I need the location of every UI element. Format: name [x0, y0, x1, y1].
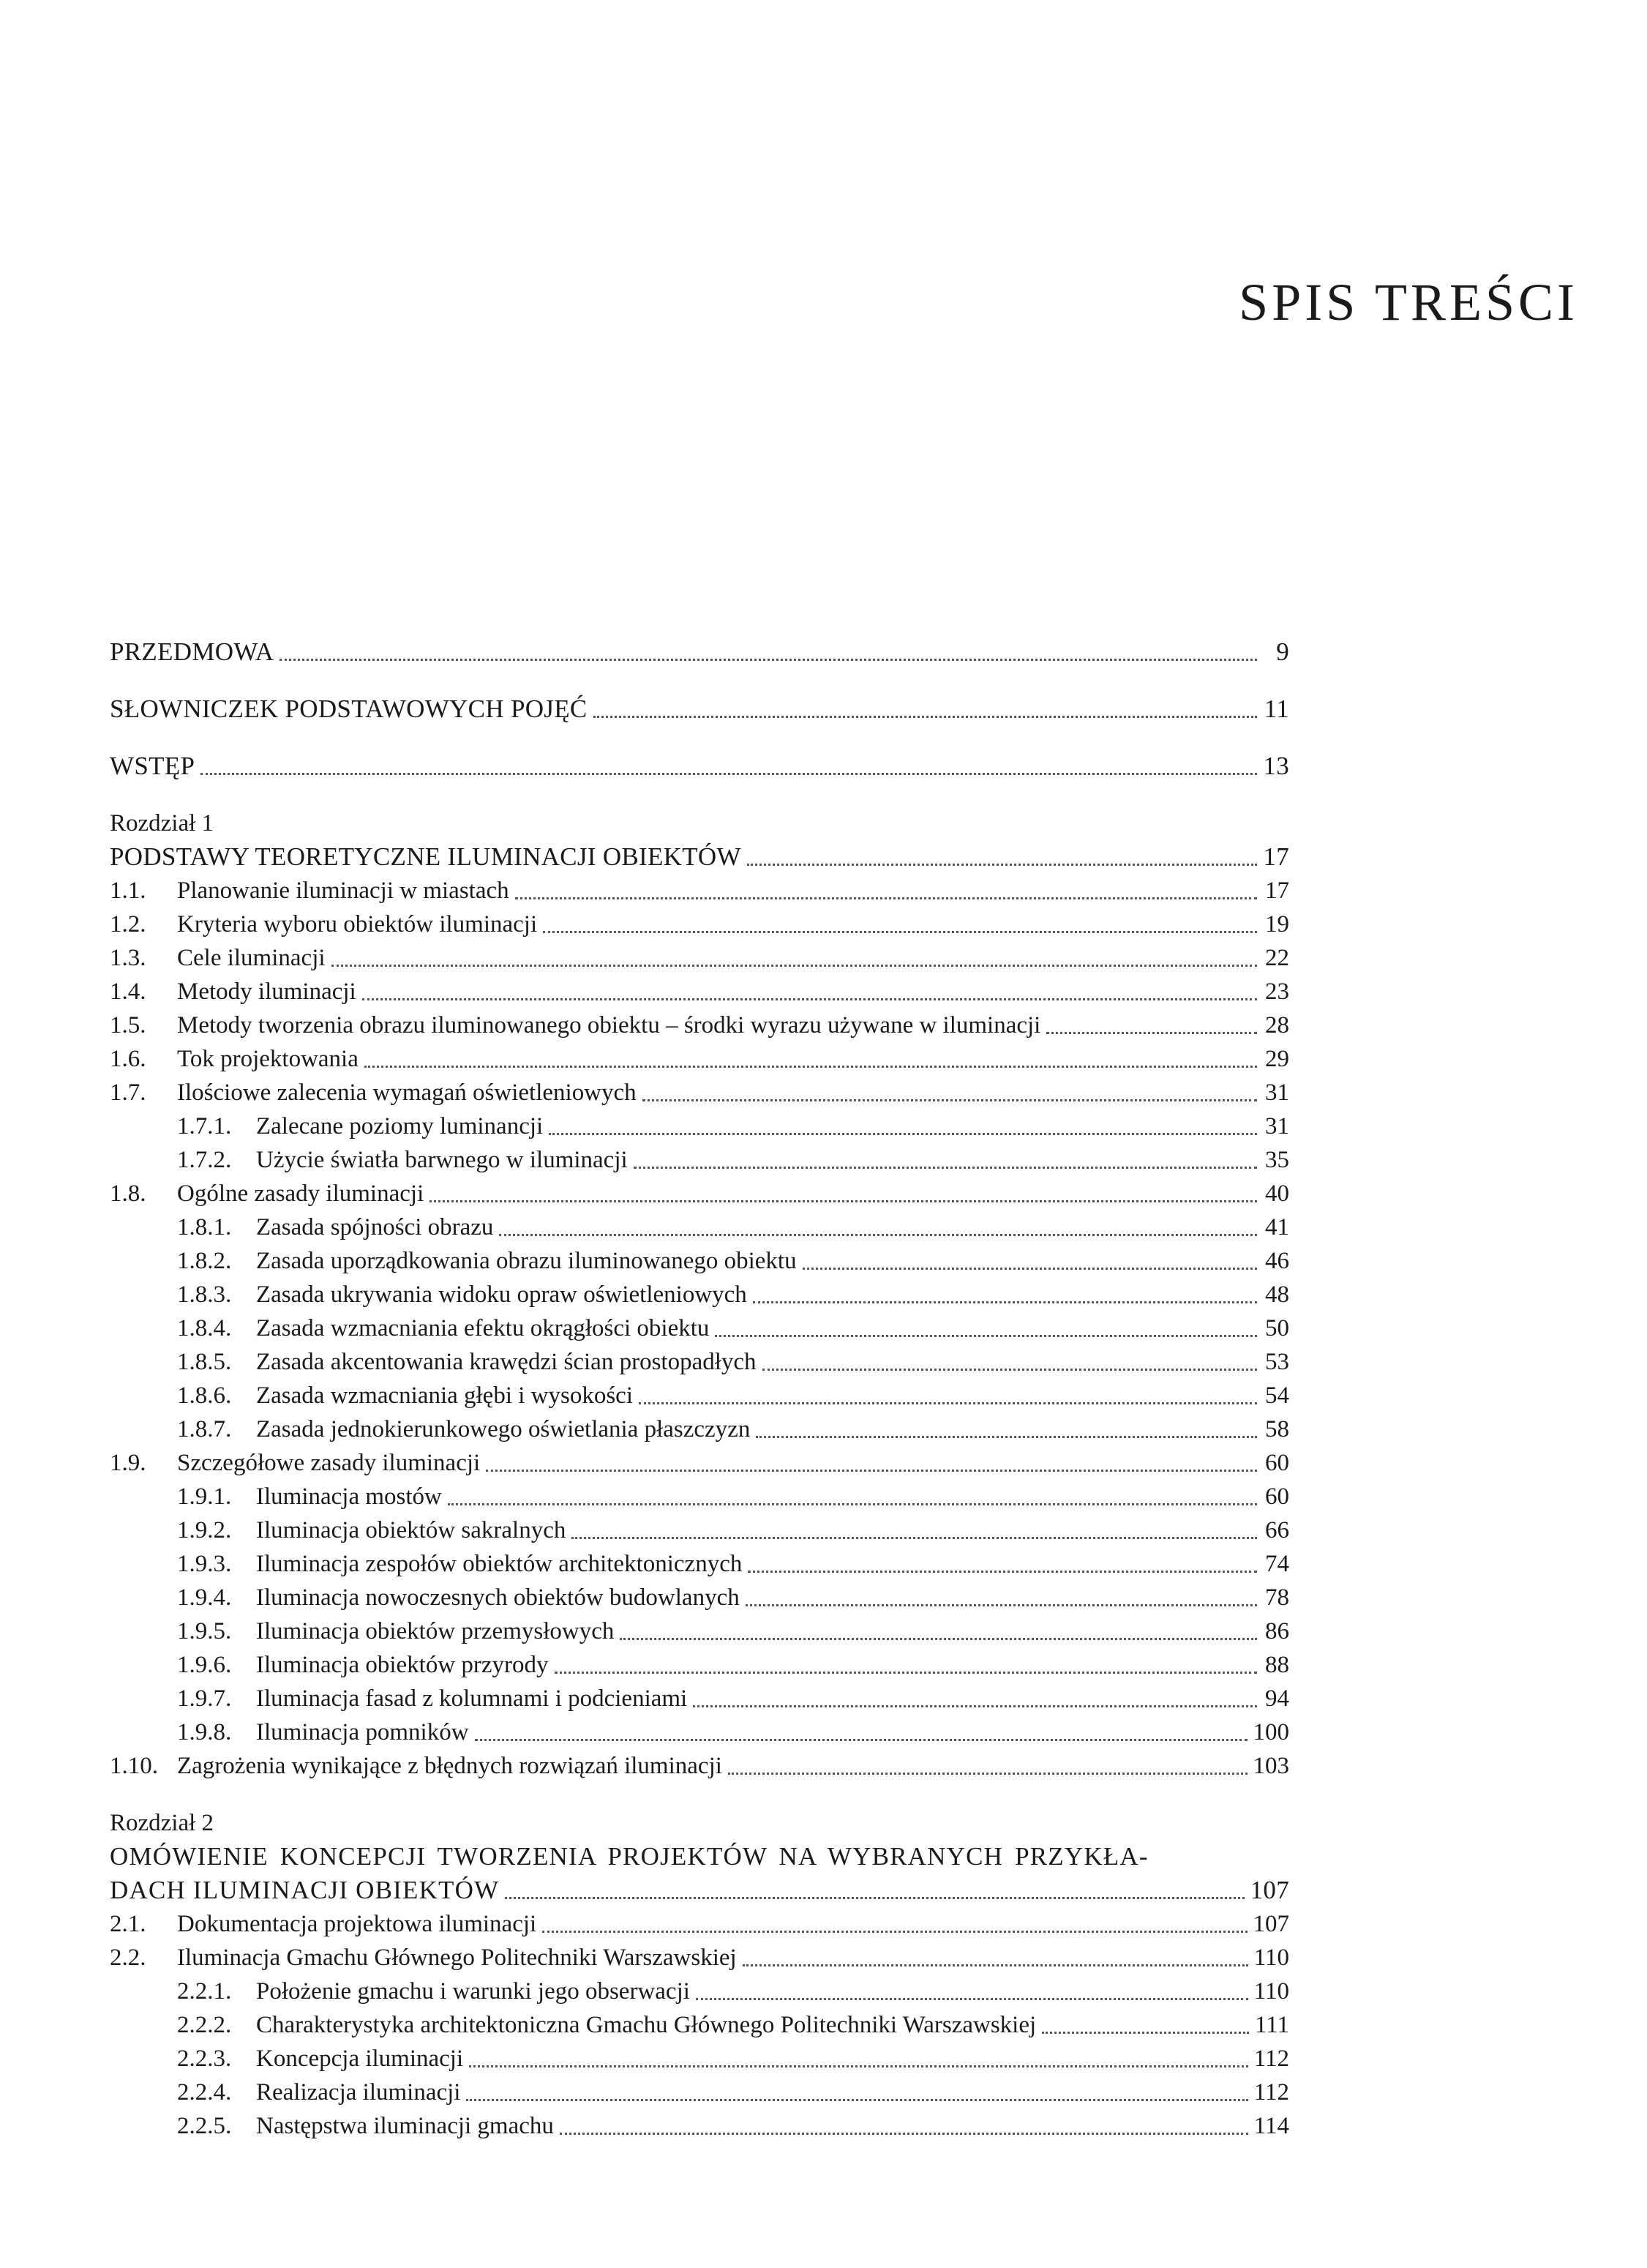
toc-subsection-entry[interactable] — [110, 1715, 1289, 1749]
dot-leader — [593, 707, 1257, 718]
page-title: SPIS TREŚCI — [1239, 273, 1578, 332]
toc-subsection-entry[interactable] — [110, 1682, 1289, 1715]
toc-page-number: 50 — [1265, 1315, 1289, 1341]
dot-leader — [753, 1292, 1257, 1303]
toc-page-number: 48 — [1265, 1281, 1289, 1308]
toc-entry-text: Następstwa iluminacji gmachu — [256, 2113, 554, 2139]
toc-entry-number: 2.2.1. — [177, 1978, 232, 2005]
toc-page-number: 111 — [1254, 2012, 1289, 2038]
dot-leader — [499, 1225, 1257, 1236]
toc-page-number: 100 — [1253, 1719, 1289, 1745]
toc-page-number: 17 — [1263, 842, 1289, 871]
chapter-2-title-line-1[interactable]: OMÓWIENIE KONCEPCJI TWORZENIA PROJEKTÓW NA WYBRANYCH PRZYKŁA- — [110, 1842, 1149, 1871]
dot-leader — [746, 1595, 1257, 1606]
toc-entry-number: 1.9.5. — [177, 1618, 232, 1644]
dot-leader — [571, 1528, 1257, 1539]
toc-page-number: 112 — [1253, 2079, 1289, 2106]
toc-page-number: 114 — [1253, 2113, 1289, 2139]
toc-section-entry[interactable] — [110, 1907, 1289, 1941]
toc-entry-number: 2.2.5. — [177, 2113, 232, 2139]
toc-subsection-entry[interactable] — [110, 1311, 1289, 1345]
toc-page-number: 22 — [1265, 945, 1289, 971]
toc-entry-text: Zasada akcentowania krawędzi ścian prostopadłych — [256, 1349, 757, 1375]
toc-subsection-entry[interactable] — [110, 1581, 1289, 1614]
toc-entry-number: 1.2. — [110, 911, 146, 937]
toc-page-number: 88 — [1265, 1652, 1289, 1678]
dot-leader — [634, 1158, 1257, 1169]
toc-entry-number: 2.2. — [110, 1945, 146, 1971]
dot-leader — [748, 1562, 1257, 1573]
dot-leader — [715, 1326, 1257, 1337]
toc-section-entry[interactable] — [110, 1177, 1289, 1210]
toc-subsection-entry[interactable] — [110, 1513, 1289, 1547]
toc-entry-text: WSTĘP — [110, 752, 195, 780]
toc-entry-text: DACH ILUMINACJI OBIEKTÓW — [110, 1876, 500, 1904]
toc-subsection-entry[interactable] — [110, 1614, 1289, 1648]
dot-leader — [747, 855, 1257, 866]
toc-subsection-entry[interactable] — [110, 1244, 1289, 1278]
dot-leader — [279, 650, 1257, 661]
dot-leader — [1042, 2023, 1249, 2034]
toc-page-number: 60 — [1265, 1450, 1289, 1476]
toc-page-number: 23 — [1265, 978, 1289, 1005]
toc-entry-number: 1.8.7. — [177, 1416, 232, 1442]
dot-leader — [762, 1360, 1257, 1371]
dot-leader — [696, 1989, 1248, 2000]
toc-page-number: 54 — [1265, 1382, 1289, 1409]
chapter-2-title[interactable] — [110, 1874, 1289, 1907]
toc-subsection-entry[interactable] — [110, 1412, 1289, 1446]
toc-entry-number: 1.10. — [110, 1753, 158, 1779]
toc-page-number: 46 — [1265, 1248, 1289, 1274]
toc-entry-number: 1.8.5. — [177, 1349, 232, 1375]
toc-entry-number: 1.9.3. — [177, 1551, 232, 1577]
toc-entry-text: Iluminacja pomników — [256, 1719, 469, 1745]
dot-leader — [542, 1922, 1247, 1933]
toc-page-number: 66 — [1265, 1517, 1289, 1543]
toc-page-number: 110 — [1253, 1945, 1289, 1971]
toc-page-number: 35 — [1265, 1147, 1289, 1173]
toc-section-entry[interactable] — [110, 907, 1289, 941]
toc-entry-text: Koncepcja iluminacji — [256, 2046, 464, 2072]
toc-entry-number: 1.8.3. — [177, 1281, 232, 1308]
toc-entry-number: 1.8.4. — [177, 1315, 232, 1341]
toc-subsection-entry[interactable] — [110, 1648, 1289, 1682]
toc-entry-text: Ogólne zasady iluminacji — [177, 1180, 424, 1207]
toc-entry-text: Charakterystyka architektoniczna Gmachu Głównego Politechniki Warszawskiej — [256, 2012, 1037, 2038]
toc-entry-number: 1.8.2. — [177, 1248, 232, 1274]
toc-entry-text: Zalecane poziomy luminancji — [256, 1113, 544, 1139]
chapter-2-label: Rozdział 2 — [110, 1810, 214, 1836]
toc-subsection-entry[interactable] — [110, 2042, 1289, 2076]
toc-entry-number: 1.7.2. — [177, 1147, 232, 1173]
toc-section-entry[interactable] — [110, 1941, 1289, 1975]
dot-leader — [362, 989, 1257, 1000]
table-of-contents — [110, 635, 1289, 2143]
toc-section-entry[interactable] — [110, 1008, 1289, 1042]
toc-subsection-entry[interactable] — [110, 2008, 1289, 2042]
toc-page-number: 74 — [1265, 1551, 1289, 1577]
toc-page-number: 78 — [1265, 1584, 1289, 1611]
dot-leader — [549, 1124, 1257, 1135]
toc-subsection-entry[interactable] — [110, 2109, 1289, 2143]
dot-leader — [469, 2056, 1248, 2067]
dot-leader — [728, 1764, 1248, 1775]
toc-entry-text: Iluminacja obiektów przyrody — [256, 1652, 549, 1678]
toc-entry-number: 1.9.2. — [177, 1517, 232, 1543]
toc-page-number: 28 — [1265, 1012, 1289, 1038]
toc-entry-text: Iluminacja obiektów przemysłowych — [256, 1618, 615, 1644]
dot-leader — [543, 922, 1257, 933]
toc-page-number: 86 — [1265, 1618, 1289, 1644]
toc-entry-text: Zasada wzmacniania efektu okrągłości obiektu — [256, 1315, 710, 1341]
toc-entry-text: Cele iluminacji — [177, 945, 326, 971]
toc-subsection-entry[interactable] — [110, 1210, 1289, 1244]
toc-subsection-entry[interactable] — [110, 1547, 1289, 1581]
toc-page-number: 17 — [1265, 877, 1289, 904]
toc-page-number: 94 — [1265, 1685, 1289, 1712]
toc-page-number: 110 — [1253, 1978, 1289, 2005]
toc-entry-number: 1.7. — [110, 1079, 146, 1106]
dot-leader — [429, 1191, 1257, 1202]
toc-page-number: 112 — [1253, 2046, 1289, 2072]
toc-page-number: 31 — [1265, 1079, 1289, 1106]
dot-leader — [466, 2090, 1248, 2101]
toc-entry-number: 1.1. — [110, 877, 146, 904]
toc-entry-number: 1.6. — [110, 1046, 146, 1072]
toc-entry-text: Realizacja iluminacji — [256, 2079, 461, 2106]
toc-entry-text: Iluminacja obiektów sakralnych — [256, 1517, 566, 1543]
toc-section-entry[interactable] — [110, 975, 1289, 1008]
toc-entry-text: Kryteria wyboru obiektów iluminacji — [177, 911, 538, 937]
toc-entry-text: PODSTAWY TEORETYCZNE ILUMINACJI OBIEKTÓW — [110, 842, 741, 871]
dot-leader — [1046, 1023, 1257, 1034]
toc-entry-number: 2.2.2. — [177, 2012, 232, 2038]
dot-leader — [642, 1090, 1257, 1101]
dot-leader — [743, 1956, 1248, 1966]
toc-entry-text: Iluminacja nowoczesnych obiektów budowlanych — [256, 1584, 740, 1611]
dot-leader — [560, 2124, 1248, 2135]
toc-entry-text: Ilościowe zalecenia wymagań oświetleniowych — [177, 1079, 637, 1106]
toc-entry-text: Iluminacja mostów — [256, 1483, 442, 1510]
toc-page-number: 60 — [1265, 1483, 1289, 1510]
toc-page-number: 31 — [1265, 1113, 1289, 1139]
toc-entry-text: Zasada uporządkowania obrazu iluminowanego obiektu — [256, 1248, 797, 1274]
toc-entry-number: 1.8.1. — [177, 1214, 232, 1240]
toc-section-entry[interactable] — [110, 1042, 1289, 1076]
toc-page-number: 29 — [1265, 1046, 1289, 1072]
dot-leader — [505, 1888, 1244, 1899]
toc-entry-number: 1.7.1. — [177, 1113, 232, 1139]
toc-entry-number: 1.9.6. — [177, 1652, 232, 1678]
toc-subsection-entry[interactable] — [110, 1143, 1289, 1177]
toc-page-number: 9 — [1276, 637, 1289, 666]
toc-entry-number: 2.1. — [110, 1911, 146, 1937]
toc-section-entry[interactable] — [110, 941, 1289, 975]
toc-subsection-entry[interactable] — [110, 1109, 1289, 1143]
chapter-1-label: Rozdział 1 — [110, 810, 214, 837]
dot-leader — [475, 1730, 1248, 1741]
toc-section-entry[interactable] — [110, 1076, 1289, 1109]
toc-entry-text: Położenie gmachu i warunki jego obserwacji — [256, 1978, 690, 2005]
toc-page-number: 103 — [1253, 1753, 1289, 1779]
toc-entry-text: Zasada ukrywania widoku opraw oświetleniowych — [256, 1281, 747, 1308]
dot-leader — [200, 764, 1257, 775]
toc-entry-text: Zasada spójności obrazu — [256, 1214, 494, 1240]
toc-page-number: 107 — [1253, 1911, 1289, 1937]
toc-entry-number: 1.9.1. — [177, 1483, 232, 1510]
toc-page-number: 13 — [1263, 752, 1289, 780]
toc-entry-text: Iluminacja Gmachu Głównego Politechniki Warszawskiej — [177, 1945, 737, 1971]
toc-section-entry[interactable] — [110, 1446, 1289, 1480]
dot-leader — [693, 1696, 1257, 1707]
toc-entry-number: 1.4. — [110, 978, 146, 1005]
toc-entry-text: Zasada jednokierunkowego oświetlania płaszczyzn — [256, 1416, 751, 1442]
dot-leader — [515, 888, 1257, 899]
dot-leader — [448, 1494, 1257, 1505]
toc-entry-number: 1.8. — [110, 1180, 146, 1207]
toc-subsection-entry[interactable] — [110, 1379, 1289, 1412]
toc-entry-number: 1.9.4. — [177, 1584, 232, 1611]
toc-entry-number: 1.9.7. — [177, 1685, 232, 1712]
toc-entry-text: Szczegółowe zasady iluminacji — [177, 1450, 481, 1476]
toc-entry-text: Iluminacja fasad z kolumnami i podcieniami — [256, 1685, 688, 1712]
toc-page-number: 40 — [1265, 1180, 1289, 1207]
toc-page-number: 53 — [1265, 1349, 1289, 1375]
toc-entry-wstep[interactable] — [110, 749, 1289, 783]
toc-entry-text: Zagrożenia wynikające z błędnych rozwiązań iluminacji — [177, 1753, 722, 1779]
toc-entry-text: Iluminacja zespołów obiektów architektonicznych — [256, 1551, 743, 1577]
toc-entry-slowniczek[interactable] — [110, 692, 1289, 726]
toc-page-number: 58 — [1265, 1416, 1289, 1442]
toc-entry-number: 1.9. — [110, 1450, 146, 1476]
toc-entry-text: Zasada wzmacniania głębi i wysokości — [256, 1382, 633, 1409]
toc-entry-number: 1.8.6. — [177, 1382, 232, 1409]
toc-entry-text: Użycie światła barwnego w iluminacji — [256, 1147, 628, 1173]
toc-section-entry[interactable] — [110, 1749, 1289, 1783]
toc-page-number: 11 — [1264, 695, 1289, 723]
toc-section-entry[interactable] — [110, 874, 1289, 907]
dot-leader — [486, 1461, 1257, 1472]
dot-leader — [756, 1427, 1257, 1438]
toc-entry-text: Tok projektowania — [177, 1046, 359, 1072]
toc-entry-text: Dokumentacja projektowa iluminacji — [177, 1911, 537, 1937]
chapter-1-title[interactable] — [110, 840, 1289, 874]
toc-entry-number: 1.5. — [110, 1012, 146, 1038]
toc-subsection-entry[interactable] — [110, 2076, 1289, 2109]
toc-subsection-entry[interactable] — [110, 1345, 1289, 1379]
toc-entry-text: PRZEDMOWA — [110, 637, 274, 666]
toc-entry-przedmowa[interactable] — [110, 635, 1289, 669]
dot-leader — [620, 1629, 1257, 1640]
toc-subsection-entry[interactable] — [110, 1278, 1289, 1311]
toc-page-number: 19 — [1265, 911, 1289, 937]
dot-leader — [331, 956, 1257, 967]
dot-leader — [555, 1663, 1257, 1674]
dot-leader — [364, 1057, 1257, 1068]
toc-subsection-entry[interactable] — [110, 1975, 1289, 2008]
toc-entry-text: Planowanie iluminacji w miastach — [177, 877, 509, 904]
toc-page-number: 41 — [1265, 1214, 1289, 1240]
toc-entry-text: Metody iluminacji — [177, 978, 356, 1005]
dot-leader — [639, 1393, 1257, 1404]
toc-entry-text: SŁOWNICZEK PODSTAWOWYCH POJĘĆ — [110, 695, 588, 723]
toc-entry-number: 1.3. — [110, 945, 146, 971]
toc-entry-number: 2.2.4. — [177, 2079, 232, 2106]
toc-subsection-entry[interactable] — [110, 1480, 1289, 1513]
toc-entry-text: Metody tworzenia obrazu iluminowanego obiektu – środki wyrazu używane w iluminacji — [177, 1012, 1041, 1038]
dot-leader — [803, 1259, 1257, 1270]
toc-page-number: 107 — [1250, 1876, 1289, 1904]
toc-entry-number: 2.2.3. — [177, 2046, 232, 2072]
toc-entry-number: 1.9.8. — [177, 1719, 232, 1745]
